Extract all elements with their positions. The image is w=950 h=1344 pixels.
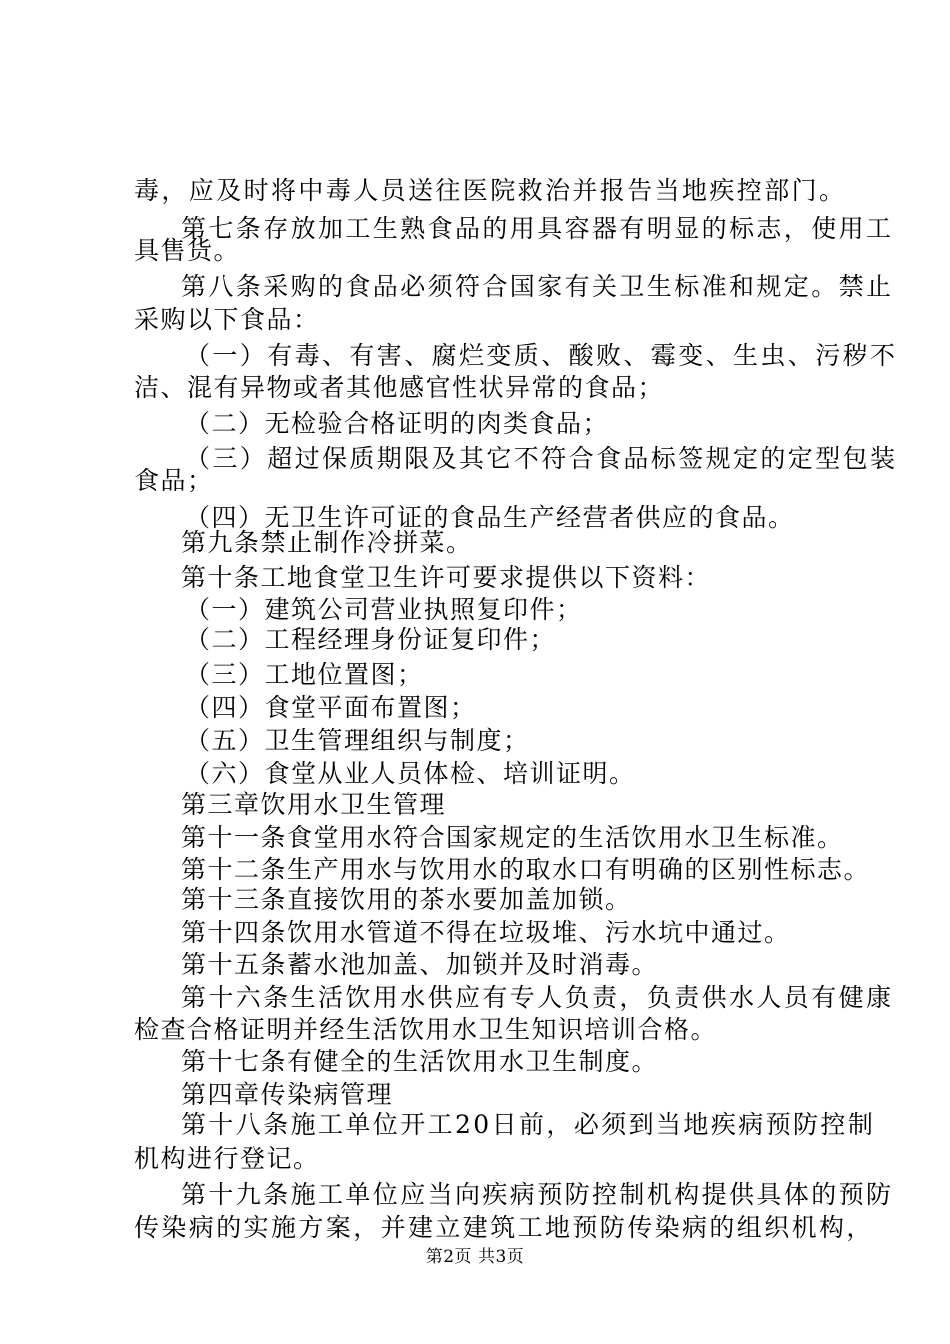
page-number-footer: 第2页 共3页	[425, 1247, 525, 1267]
text-line: 洁、混有异物或者其他感官性状异常的食品；	[134, 373, 665, 402]
text-line: 第九条禁止制作冷拼菜。	[181, 528, 473, 557]
text-line: 毒，应及时将中毒人员送往医院救治并报告当地疾控部门。	[134, 176, 847, 205]
text-line: （四）无卫生许可证的食品生产经营者供应的食品。	[185, 503, 795, 532]
text-line: 第十三条直接饮用的茶水要加盖加锁。	[181, 885, 632, 914]
text-line: 第十四条饮用水管道不得在垃圾堆、污水坑中通过。	[181, 918, 791, 947]
text-line: （一）有毒、有害、腐烂变质、酸败、霉变、生虫、污秽不	[185, 341, 898, 370]
text-line: 第十六条生活饮用水供应有专人负责，负责供水人员有健康	[181, 983, 894, 1012]
text-line: 第十条工地食堂卫生许可要求提供以下资料：	[181, 563, 712, 592]
text-line: 第十二条生产用水与饮用水的取水口有明确的区别性标志。	[181, 855, 871, 884]
text-line: 机构进行登记。	[134, 1144, 320, 1173]
section-heading: 第三章饮用水卫生管理	[181, 790, 447, 819]
text-line: 采购以下食品：	[134, 305, 320, 334]
section-heading: 第四章传染病管理	[181, 1080, 394, 1109]
text-line: （三）工地位置图；	[185, 660, 424, 689]
text-line: 第七条存放加工生熟食品的用具容器有明显的标志，使用工	[181, 214, 894, 243]
text-line: 第十七条有健全的生活饮用水卫生制度。	[181, 1047, 659, 1076]
text-line: 食品；	[134, 466, 214, 495]
text-line: （一）建筑公司营业执照复印件；	[185, 595, 583, 624]
text-line: 第八条采购的食品必须符合国家有关卫生标准和规定。禁止	[181, 272, 894, 301]
text-line: 第十八条施工单位开工20日前，必须到当地疾病预防控制	[181, 1110, 876, 1139]
text-line: （三）超过保质期限及其它不符合食品标签规定的定型包装	[185, 444, 898, 473]
text-line: 第十九条施工单位应当向疾病预防控制机构提供具体的预防	[181, 1180, 894, 1209]
text-line: 第十一条食堂用水符合国家规定的生活饮用水卫生标准。	[181, 823, 844, 852]
text-line: 检查合格证明并经生活饮用水卫生知识培训合格。	[134, 1015, 718, 1044]
text-line: （五）卫生管理组织与制度；	[185, 726, 530, 755]
text-line: （二）工程经理身份证复印件；	[185, 625, 557, 654]
text-line: （六）食堂从业人员体检、培训证明。	[185, 759, 636, 788]
text-line: （二）无检验合格证明的肉类食品；	[185, 409, 610, 438]
text-line: 具售货。	[134, 236, 241, 265]
text-line: （四）食堂平面布置图；	[185, 693, 477, 722]
text-line: 第十五条蓄水池加盖、加锁并及时消毒。	[181, 950, 659, 979]
text-line: 传染病的实施方案，并建立建筑工地预防传染病的组织机构，	[134, 1213, 874, 1242]
